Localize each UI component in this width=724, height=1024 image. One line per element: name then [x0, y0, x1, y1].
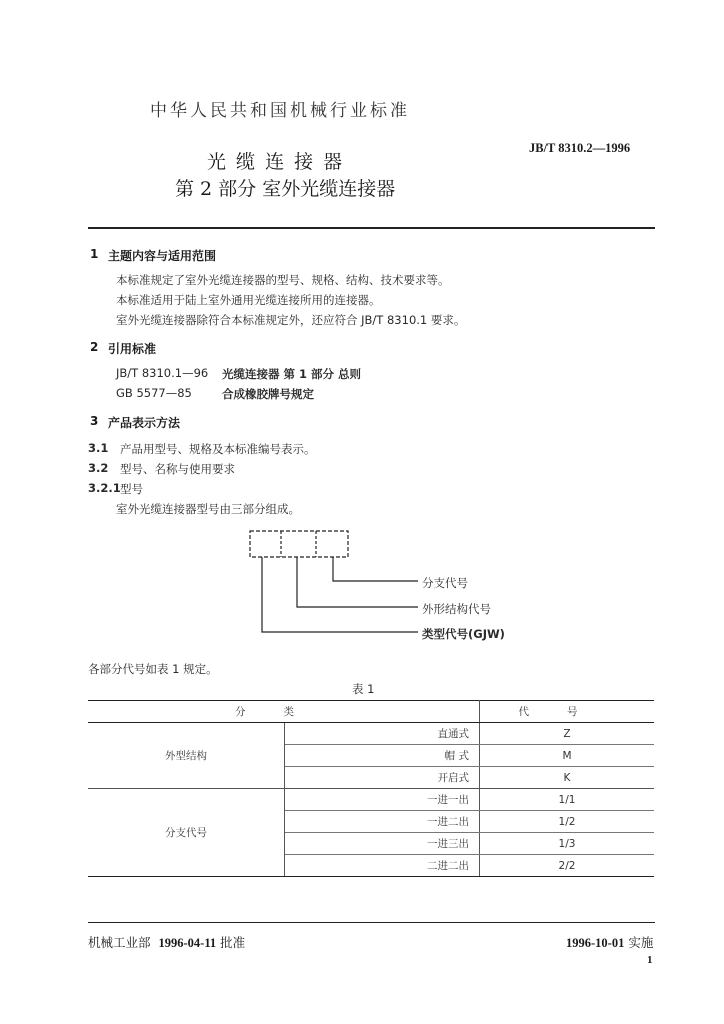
title-line-2: 第 2 部分 室外光缆连接器: [175, 178, 396, 200]
section-1-para-3: 室外光缆连接器除符合本标准规定外，还应符合 JB/T 8310.1 要求。: [116, 313, 466, 327]
diagram-label-shape: 外形结构代号: [422, 602, 491, 616]
table-sub-cell: 直通式: [285, 723, 480, 745]
table-caption: 表 1: [352, 682, 375, 696]
table-code-cell: 1/1: [480, 789, 655, 811]
table-sub-cell: 二进二出: [285, 855, 480, 877]
table-category-cell: 分支代号: [88, 789, 285, 877]
header-rule: [88, 227, 655, 229]
section-1-number: 1: [90, 247, 99, 261]
table-header-code: 代号: [480, 701, 655, 723]
section-1-title: 主题内容与适用范围: [108, 249, 217, 263]
section-3-1-text: 产品用型号、规格及本标准编号表示。: [120, 442, 316, 456]
issuer-name: 机械工业部: [88, 935, 151, 950]
table-header-row: [88, 701, 654, 723]
section-3-2-1-para: 室外光缆连接器型号由三部分组成。: [116, 502, 300, 516]
table-row: [88, 789, 654, 811]
standard-category: 中华人民共和国机械行业标准: [150, 101, 410, 121]
ref-1-title: 光缆连接器 第 1 部分 总则: [222, 367, 362, 381]
ref-1-code: JB/T 8310.1—96: [116, 366, 209, 380]
table-intro: 各部分代号如表 1 规定。: [88, 662, 218, 676]
table-sub-cell: 帽 式: [285, 745, 480, 767]
effective-date: 1996-10-01: [566, 936, 625, 950]
table-sub-cell: 一进二出: [285, 811, 480, 833]
table-category-cell: 外型结构: [88, 723, 285, 789]
table-code-cell: Z: [480, 723, 655, 745]
section-2-number: 2: [90, 340, 99, 354]
table-sub-cell: 开启式: [285, 767, 480, 789]
page-number: 1: [647, 954, 653, 966]
table-1: [88, 700, 654, 877]
section-3-2-1-number: 3.2.1: [88, 481, 121, 495]
section-3-1-number: 3.1: [88, 441, 109, 455]
table-code-cell: 1/2: [480, 811, 655, 833]
table-code-cell: K: [480, 767, 655, 789]
table-sub-cell: 一进一出: [285, 789, 480, 811]
section-3-title: 产品表示方法: [108, 416, 181, 430]
table-code-cell: M: [480, 745, 655, 767]
section-3-number: 3: [90, 414, 99, 428]
standard-code: JB/T 8310.2—1996: [529, 141, 631, 155]
model-code-diagram: [240, 525, 540, 640]
title-line-1: 光 缆 连 接 器: [207, 151, 345, 173]
section-3-2-text: 型号、名称与使用要求: [120, 462, 235, 476]
table-row: [88, 723, 654, 745]
diagram-label-type: 类型代号(GJW): [422, 627, 505, 641]
table-code-cell: 1/3: [480, 833, 655, 855]
approve-label: 批准: [220, 935, 246, 950]
table-header-category: 分类: [88, 701, 480, 723]
effective-label: 实施: [628, 935, 654, 950]
section-2-title: 引用标准: [108, 342, 157, 356]
approve-date: 1996-04-11: [158, 936, 217, 950]
table-sub-cell: 一进三出: [285, 833, 480, 855]
ref-2-title: 合成橡胶牌号规定: [222, 387, 314, 401]
diagram-label-branch: 分支代号: [422, 576, 468, 590]
section-3-2-1-text: 型号: [120, 482, 143, 496]
table-code-cell: 2/2: [480, 855, 655, 877]
ref-2-code: GB 5577—85: [116, 386, 192, 400]
section-1-para-1: 本标准规定了室外光缆连接器的型号、规格、结构、技术要求等。: [116, 273, 450, 287]
section-1-para-2: 本标准适用于陆上室外通用光缆连接所用的连接器。: [116, 293, 381, 307]
footer-effective: [566, 933, 653, 951]
footer-rule: [88, 922, 655, 923]
section-3-2-number: 3.2: [88, 461, 109, 475]
footer-issuer: [88, 933, 245, 951]
